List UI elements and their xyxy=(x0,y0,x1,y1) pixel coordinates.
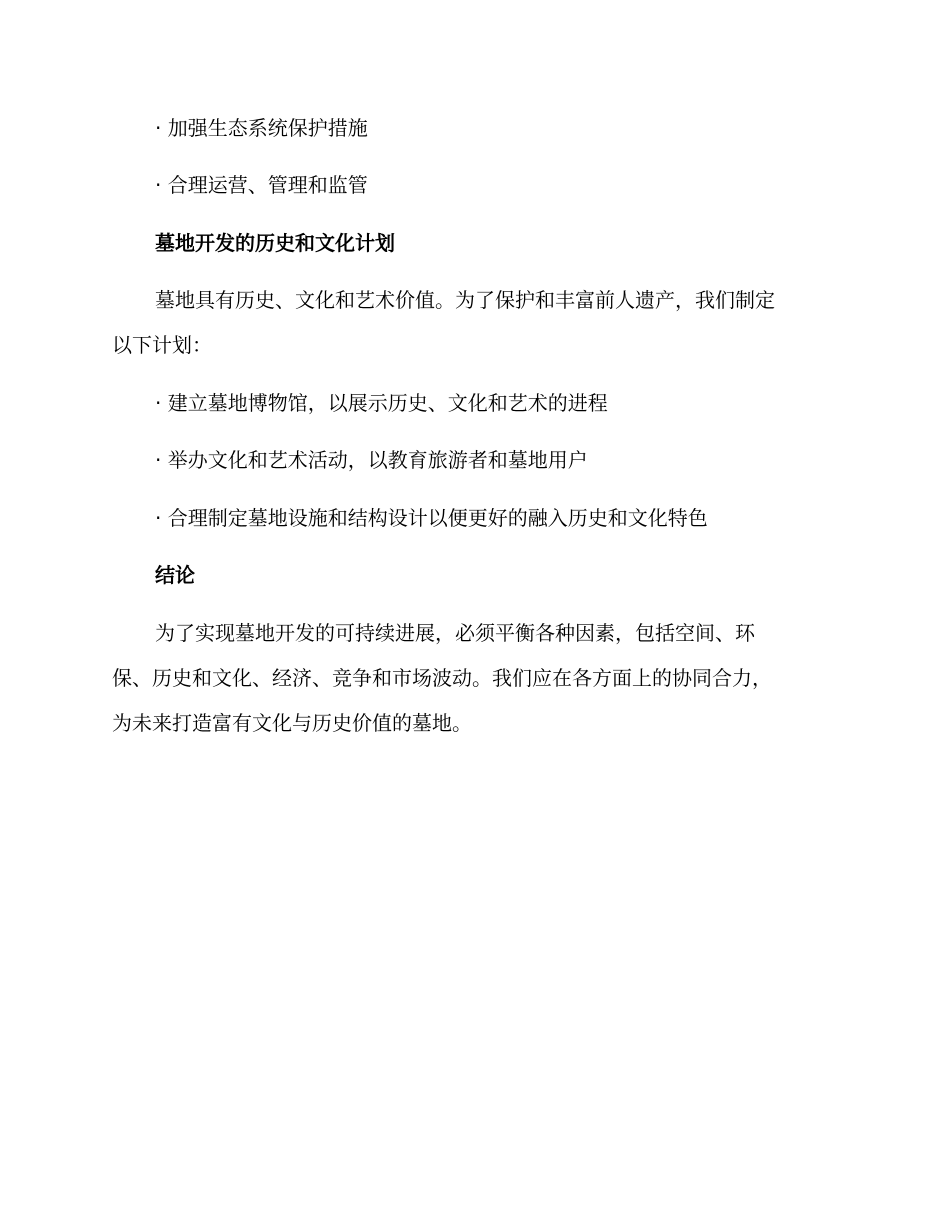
paragraph-line: 为未来打造富有文化与历史价值的墓地。 xyxy=(112,711,472,735)
paragraph-line: 保、历史和文化、经济、竞争和市场波动。我们应在各方面上的协同合力， xyxy=(112,666,772,690)
list-item: · 加强生态系统保护措施 xyxy=(155,116,368,140)
paragraph-line: 以下计划： xyxy=(112,333,212,357)
list-item: · 合理运营、管理和监管 xyxy=(155,173,368,197)
section-heading-conclusion: 结论 xyxy=(155,563,195,587)
paragraph-line: 墓地具有历史、文化和艺术价值。为了保护和丰富前人遗产，我们制定 xyxy=(155,288,775,312)
list-item: · 建立墓地博物馆，以展示历史、文化和艺术的进程 xyxy=(155,391,608,415)
paragraph-line: 为了实现墓地开发的可持续进展，必须平衡各种因素，包括空间、环 xyxy=(155,621,755,645)
list-item: · 举办文化和艺术活动，以教育旅游者和墓地用户 xyxy=(155,448,588,472)
section-heading-history-culture: 墓地开发的历史和文化计划 xyxy=(155,231,395,255)
list-item: · 合理制定墓地设施和结构设计以便更好的融入历史和文化特色 xyxy=(155,506,708,530)
